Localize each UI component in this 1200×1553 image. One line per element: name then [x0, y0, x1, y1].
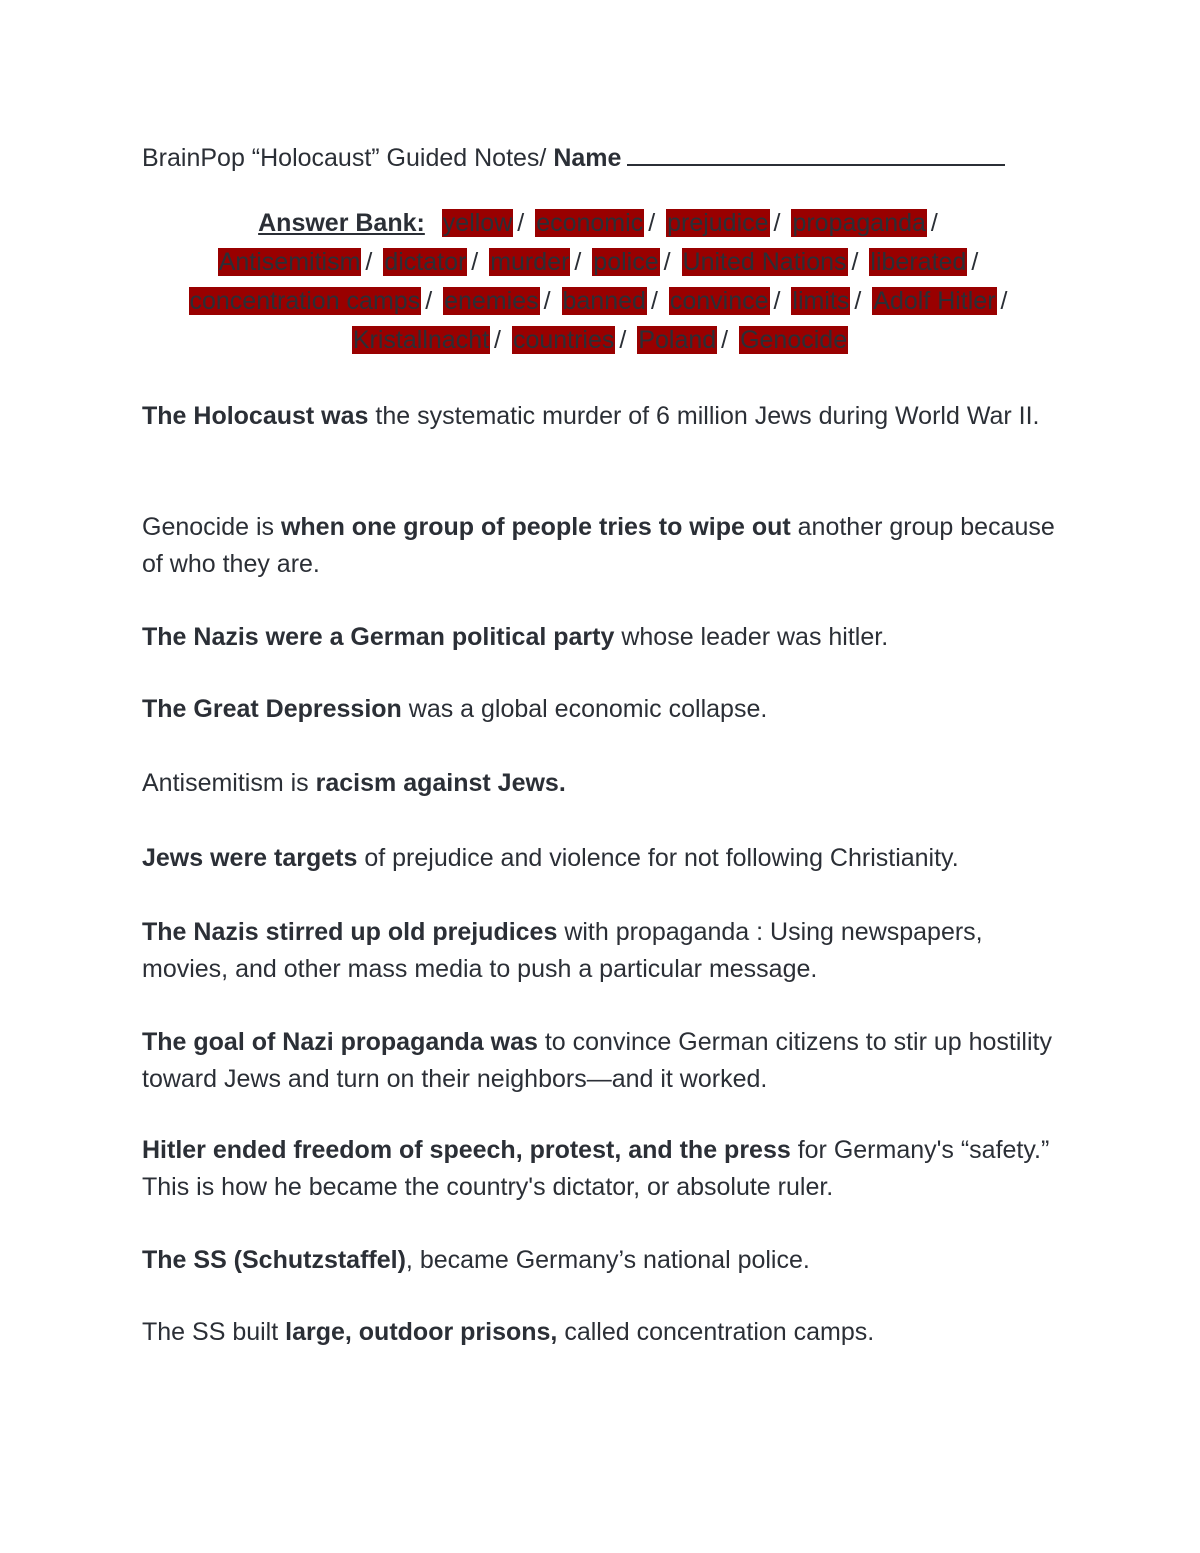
note-bold: The Great Depression — [142, 695, 402, 723]
note-text: The SS built — [142, 1318, 286, 1346]
bank-word: yellow — [442, 209, 513, 237]
bank-word: propaganda — [792, 209, 926, 237]
note-bold: Jews were targets — [142, 844, 358, 872]
bank-word: liberated — [870, 248, 967, 276]
note-bold: racism against Jews. — [315, 769, 566, 797]
note-bold: The goal of Nazi propaganda was — [142, 1028, 538, 1056]
note-ss-camps — [142, 1314, 1058, 1351]
bank-separator: / — [663, 248, 671, 276]
bank-separator: / — [425, 287, 433, 315]
note-bold: Hitler ended freedom of speech, protest, and the press — [142, 1136, 791, 1164]
bank-word: murder — [490, 248, 570, 276]
note-text: of prejudice and violence for not following Christianity. — [357, 844, 959, 872]
note-text: Genocide is — [142, 513, 281, 541]
note-text: another group because of who they are. — [142, 513, 1055, 578]
note-bold: The Holocaust was — [142, 402, 369, 430]
worksheet-title — [142, 140, 1058, 176]
bank-separator: / — [650, 287, 658, 315]
bank-separator: / — [619, 326, 627, 354]
bank-word: banned — [562, 287, 646, 315]
bank-word: Kristallnacht — [352, 326, 490, 354]
note-bold: large, outdoor prisons, — [285, 1318, 558, 1346]
note-jews-targets — [142, 840, 1058, 877]
bank-separator: / — [574, 248, 582, 276]
note-genocide — [142, 509, 1058, 583]
note-text: whose leader was hitler. — [614, 623, 889, 651]
bank-separator: / — [648, 209, 656, 237]
note-bold: when one group of people tries to wipe out — [280, 513, 791, 541]
note-hitler-freedom — [142, 1132, 1058, 1206]
bank-separator: / — [930, 209, 938, 237]
bank-word: convince — [669, 287, 769, 315]
note-text: was a global economic collapse. — [401, 695, 768, 723]
note-bold: The SS (Schutzstaffel) — [142, 1246, 406, 1274]
bank-separator: / — [854, 287, 862, 315]
note-bold: The Nazis stirred up old prejudices — [142, 918, 558, 946]
note-antisemitism — [142, 765, 1058, 802]
bank-word: United Nations — [682, 248, 847, 276]
note-text: the systematic murder of 6 million Jews during World War II. — [368, 402, 1040, 430]
bank-word: concentration camps — [189, 287, 421, 315]
note-ss-police — [142, 1242, 1058, 1279]
note-text: for Germany's “safety.” This is how he became the country's dictator, or absolute ruler. — [142, 1136, 1050, 1201]
bank-word: police — [593, 248, 659, 276]
bank-word: Antisemitism — [218, 248, 361, 276]
note-text: to convince German citizens to stir up hostility toward Jews and turn on their neighbors—and it worked. — [142, 1028, 1052, 1093]
bank-word: countries — [512, 326, 615, 354]
bank-word: Adolf Hitler — [873, 287, 996, 315]
bank-word: prejudice — [667, 209, 769, 237]
bank-separator: / — [1000, 287, 1008, 315]
note-holocaust — [142, 398, 1058, 435]
name-label: Name — [553, 144, 622, 172]
bank-separator: / — [773, 287, 781, 315]
bank-separator: / — [365, 248, 373, 276]
bank-separator: / — [971, 248, 979, 276]
bank-word: Poland — [638, 326, 717, 354]
note-nazis — [142, 619, 1058, 656]
bank-word: Genocide — [740, 326, 848, 354]
bank-separator: / — [471, 248, 479, 276]
name-blank-line — [627, 140, 1005, 166]
bank-separator: / — [543, 287, 551, 315]
note-text: Antisemitism is — [142, 769, 316, 797]
bank-word: limits — [792, 287, 850, 315]
answer-bank — [142, 204, 1058, 360]
bank-separator: / — [773, 209, 781, 237]
title-text: BrainPop “Holocaust” Guided Notes/ — [142, 144, 554, 172]
note-text: , became Germany’s national police. — [405, 1246, 810, 1274]
note-bold: The Nazis were a German political party — [142, 623, 615, 651]
bank-word: dictator — [384, 248, 467, 276]
bank-separator: / — [494, 326, 501, 354]
bank-word: economic — [536, 209, 644, 237]
note-nazi-prejudices — [142, 914, 1058, 988]
answer-bank-label: Answer Bank: — [258, 209, 425, 237]
bank-separator: / — [721, 326, 729, 354]
note-text: with propaganda : Using newspapers, movies, and other mass media to push a particular message. — [142, 918, 983, 983]
note-propaganda-goal — [142, 1024, 1058, 1098]
bank-separator: / — [517, 209, 525, 237]
bank-separator: / — [851, 248, 859, 276]
bank-word: enemies — [444, 287, 539, 315]
note-text: called concentration camps. — [557, 1318, 875, 1346]
note-great-depression — [142, 691, 1058, 728]
